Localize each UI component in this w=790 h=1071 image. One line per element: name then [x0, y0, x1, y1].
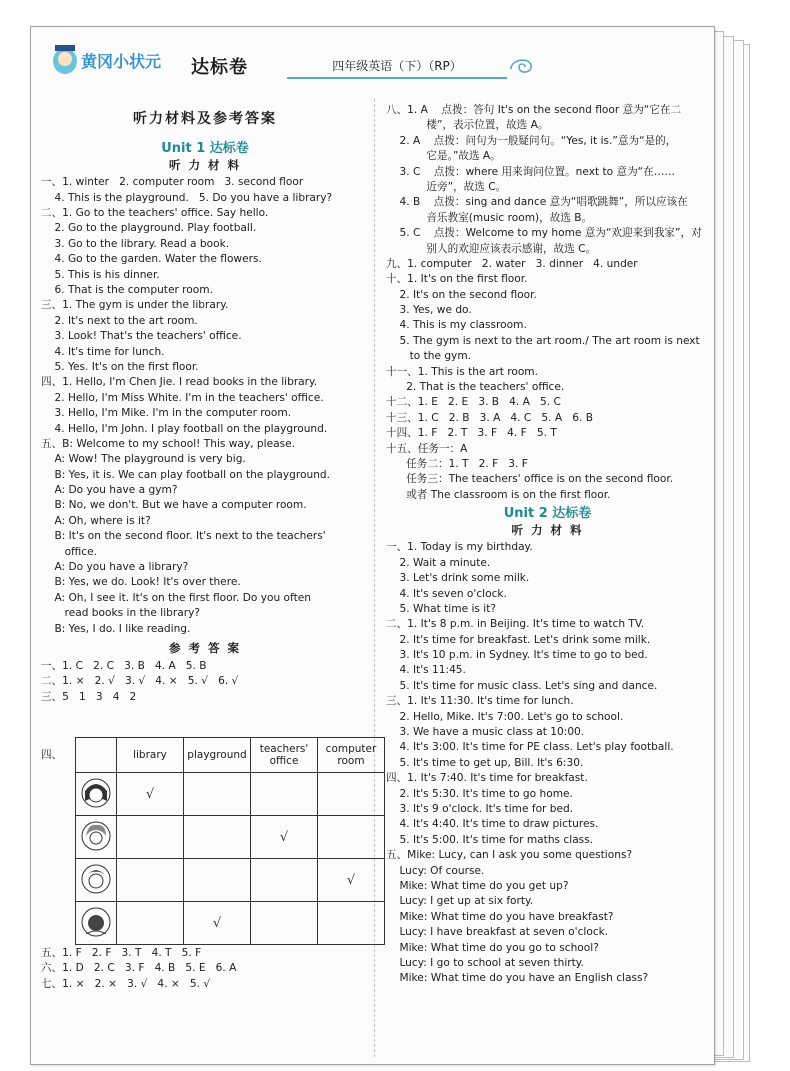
left-bottom-answers	[41, 946, 369, 992]
page-header	[31, 27, 714, 89]
right-line: Mike: What time do you have an English class?	[386, 972, 649, 985]
right-line: 三、1. It's 11:30. It's time for lunch.	[386, 695, 574, 708]
col-header-teachers-office: teachers' office	[251, 738, 318, 773]
left-line: 5. This is his dinner.	[41, 268, 160, 281]
table-cell: √	[318, 859, 385, 902]
col-header-library: library	[117, 738, 184, 773]
right-line: 任务三：The teachers' office is on the second floor.	[386, 473, 674, 486]
table-cell: √	[184, 902, 251, 945]
table-section-label: 四、	[41, 749, 63, 761]
unit2-title: Unit 2 达标卷	[503, 506, 592, 522]
right-line: Lucy: Of course.	[386, 864, 485, 877]
left-line: 三、1. The gym is under the library.	[41, 299, 229, 312]
right-line: 4. It's 11:45.	[386, 664, 466, 677]
worksheet-page	[30, 26, 715, 1065]
right-line: 十四、1. F 2. T 3. F 4. F 5. T	[386, 427, 557, 440]
left-line: 4. It's time for lunch.	[41, 345, 165, 358]
right-line: 3. We have a music class at 10:00.	[386, 726, 585, 739]
right-line: 2. Wait a minute.	[386, 556, 491, 569]
left-line: 4. This is the playground. 5. Do you have a library?	[41, 191, 333, 204]
right-line: 它是。”故选 A。	[386, 150, 501, 163]
right-line: 5. It's 5:00. It's time for maths class.	[386, 833, 594, 846]
left-line: B: It's on the second floor. It's next to the teachers'	[41, 530, 326, 543]
left-line: B: Yes, we do. Look! It's over there.	[41, 576, 241, 589]
right-line: 5. It's time to get up, Bill. It's 6:30.	[386, 756, 584, 769]
right-line: 2. Hello, Mike. It's 7:00. Let's go to school.	[386, 710, 624, 723]
right-line: 5. What time is it?	[386, 602, 496, 615]
table-cell	[318, 816, 385, 859]
right-line: 十五、任务一：A	[386, 442, 468, 455]
table-corner-cell	[76, 738, 117, 773]
answer-line: 二、1. × 2. √ 3. √ 4. × 5. √ 6. √	[41, 675, 239, 688]
right-line: 3. It's 9 o'clock. It's time for bed.	[386, 802, 574, 815]
left-line: 4. Go to the garden. Water the flowers.	[41, 253, 262, 266]
right-line: 5. The gym is next to the art room./ The art room is next	[386, 334, 700, 347]
right-line: Mike: What time do you go to school?	[386, 941, 599, 954]
table-row	[76, 859, 385, 902]
left-line: B: Yes, I do. I like reading.	[41, 622, 191, 635]
left-column	[41, 112, 369, 705]
boy2-face-icon	[76, 902, 117, 945]
right-line: 近旁”，故选 C。	[386, 180, 507, 193]
answer-line: 六、1. D 2. C 3. F 4. B 5. E 6. A	[41, 962, 237, 975]
left-line: 2. Hello, I'm Miss White. I'm in the teachers' office.	[41, 391, 324, 404]
table-cell	[184, 859, 251, 902]
right-line: 2. A 点拨：问句为一般疑问句。“Yes, it is.”意为“是的，	[386, 134, 677, 147]
left-line: A: Oh, I see it. It's on the first floor. Do you often	[41, 591, 311, 604]
right-line: to the gym.	[386, 350, 472, 363]
left-line: A: Do you have a library?	[41, 561, 189, 574]
right-line: 4. B 点拨：sing and dance 意为“唱歌跳舞”，所以应该在	[386, 196, 688, 209]
table-row	[76, 816, 385, 859]
table-cell: √	[251, 816, 318, 859]
table-cell	[251, 859, 318, 902]
right-line: 4. This is my classroom.	[386, 319, 527, 332]
left-line: 3. Go to the library. Read a book.	[41, 237, 230, 250]
right-line: 3. C 点拨：where 用来询问位置。next to 意为“在……	[386, 165, 675, 178]
right-line: 四、1. It's 7:40. It's time for breakfast.	[386, 772, 588, 785]
woman-face-icon	[76, 816, 117, 859]
right-line: 2. It's on the second floor.	[386, 288, 537, 301]
table-cell: √	[117, 773, 184, 816]
left-line: A: Do you have a gym?	[41, 484, 178, 497]
series-title: 达标卷	[191, 57, 248, 78]
answer-line: 五、1. F 2. F 3. T 4. T 5. F	[41, 947, 202, 959]
left-line: read books in the library?	[41, 607, 200, 620]
right-line: 4. It's 4:40. It's time to draw pictures.	[386, 818, 599, 831]
table-cell	[318, 902, 385, 945]
boy-face-icon	[76, 859, 117, 902]
table-cell	[251, 773, 318, 816]
right-line: 十一、1. This is the art room.	[386, 365, 538, 378]
right-column	[386, 103, 709, 987]
right-line: 五、Mike: Lucy, can I ask you some questions?	[386, 849, 633, 862]
answers-title: 参 考 答 案	[168, 641, 241, 655]
col-header-computer-room: computer room	[318, 738, 385, 773]
left-line: 二、1. Go to the teachers' office. Say hello.	[41, 207, 269, 220]
grade-label: 四年级英语（下）（RP）	[287, 57, 507, 79]
right-line: 音乐教室(music room)，故选 B。	[386, 211, 593, 224]
left-line: 6. That is the computer room.	[41, 284, 213, 297]
right-line: Lucy: I have breakfast at seven o'clock.	[386, 926, 609, 939]
right-line: 八、1. A 点拨：答句 It's on the second floor 意为“它在二	[386, 104, 682, 116]
unit1-listening-title: 听 力 材 料	[168, 158, 241, 173]
brand-name: 黄冈小状元	[81, 52, 162, 71]
right-line: 一、1. Today is my birthday.	[386, 541, 533, 554]
right-line: 2. It's 5:30. It's time to go home.	[386, 787, 573, 800]
table-cell	[251, 902, 318, 945]
right-line: 或者 The classroom is on the first floor.	[386, 488, 611, 501]
left-line: A: Oh, where is it?	[41, 514, 151, 527]
table-cell	[184, 816, 251, 859]
right-line: 十二、1. E 2. E 3. B 4. A 5. C	[386, 396, 561, 409]
right-line: 2. That is the teachers' office.	[386, 381, 565, 394]
right-line: 3. Let's drink some milk.	[386, 572, 530, 585]
right-line: 2. It's time for breakfast. Let's drink some milk.	[386, 633, 651, 646]
swirl-icon	[507, 51, 537, 81]
main-title: 听力材料及参考答案	[133, 111, 277, 127]
left-line: B: Yes, it is. We can play football on the playground.	[41, 468, 331, 481]
right-line: Lucy: I go to school at seven thirty.	[386, 956, 584, 969]
unit2-listening-title: 听 力 材 料	[511, 523, 584, 538]
right-line: 4. It's 3:00. It's time for PE class. Let's play football.	[386, 741, 674, 754]
left-line: 五、B: Welcome to my school! This way, please.	[41, 437, 296, 450]
right-line: 3. Yes, we do.	[386, 304, 472, 317]
left-line: 2. Go to the playground. Play football.	[41, 222, 257, 235]
right-line: 楼”，表示位置，故选 A。	[386, 119, 549, 132]
table-cell	[117, 859, 184, 902]
right-line: 3. It's 10 p.m. in Sydney. It's time to go to bed.	[386, 649, 648, 662]
left-line: office.	[41, 545, 98, 558]
right-line: Lucy: I get up at six forty.	[386, 895, 534, 908]
table-row	[76, 773, 385, 816]
answer-line: 七、1. × 2. × 3. √ 4. × 5. √	[41, 977, 211, 990]
right-line: 十三、1. C 2. B 3. A 4. C 5. A 6. B	[386, 411, 593, 424]
girl-face-icon	[76, 773, 117, 816]
right-line: 4. It's seven o'clock.	[386, 587, 507, 600]
left-line: 一、1. winter 2. computer room 3. second floor	[41, 176, 304, 189]
table-row	[76, 902, 385, 945]
unit1-title: Unit 1 达标卷	[161, 141, 249, 157]
left-line: A: Wow! The playground is very big.	[41, 453, 246, 466]
left-line: 3. Look! That's the teachers' office.	[41, 330, 242, 343]
table-cell	[117, 902, 184, 945]
right-line: Mike: What time do you get up?	[386, 879, 569, 892]
left-line: 四、1. Hello, I'm Chen Jie. I read books in the library.	[41, 376, 318, 389]
right-line: 5. It's time for music class. Let's sing and dance.	[386, 679, 658, 692]
right-line: 别人的欢迎应该表示感谢，故选 C。	[386, 242, 597, 255]
table-cell	[318, 773, 385, 816]
table-cell	[184, 773, 251, 816]
right-line: 十、1. It's on the first floor.	[386, 273, 528, 286]
answer-line: 三、5 1 3 4 2	[41, 690, 137, 703]
left-line: 4. Hello, I'm John. I play football on the playground.	[41, 422, 328, 435]
right-line: 5. C 点拨：Welcome to my home 意为“欢迎来到我家”，对	[386, 227, 702, 240]
left-line: 5. Yes. It's on the first floor.	[41, 360, 199, 373]
table-cell	[117, 816, 184, 859]
right-line: 任务二：1. T 2. F 3. F	[386, 457, 528, 470]
left-line: 2. It's next to the art room.	[41, 314, 198, 327]
col-header-playground: playground	[184, 738, 251, 773]
left-line: B: No, we don't. But we have a computer room.	[41, 499, 307, 512]
right-line: 九、1. computer 2. water 3. dinner 4. under	[386, 257, 638, 270]
left-line: 3. Hello, I'm Mike. I'm in the computer room.	[41, 407, 292, 420]
table-header-row	[76, 738, 385, 773]
right-line: 二、1. It's 8 p.m. in Beijing. It's time to watch TV.	[386, 618, 645, 631]
location-table	[75, 737, 385, 945]
right-line: Mike: What time do you have breakfast?	[386, 910, 614, 923]
answer-line: 一、1. C 2. C 3. B 4. A 5. B	[41, 660, 207, 673]
